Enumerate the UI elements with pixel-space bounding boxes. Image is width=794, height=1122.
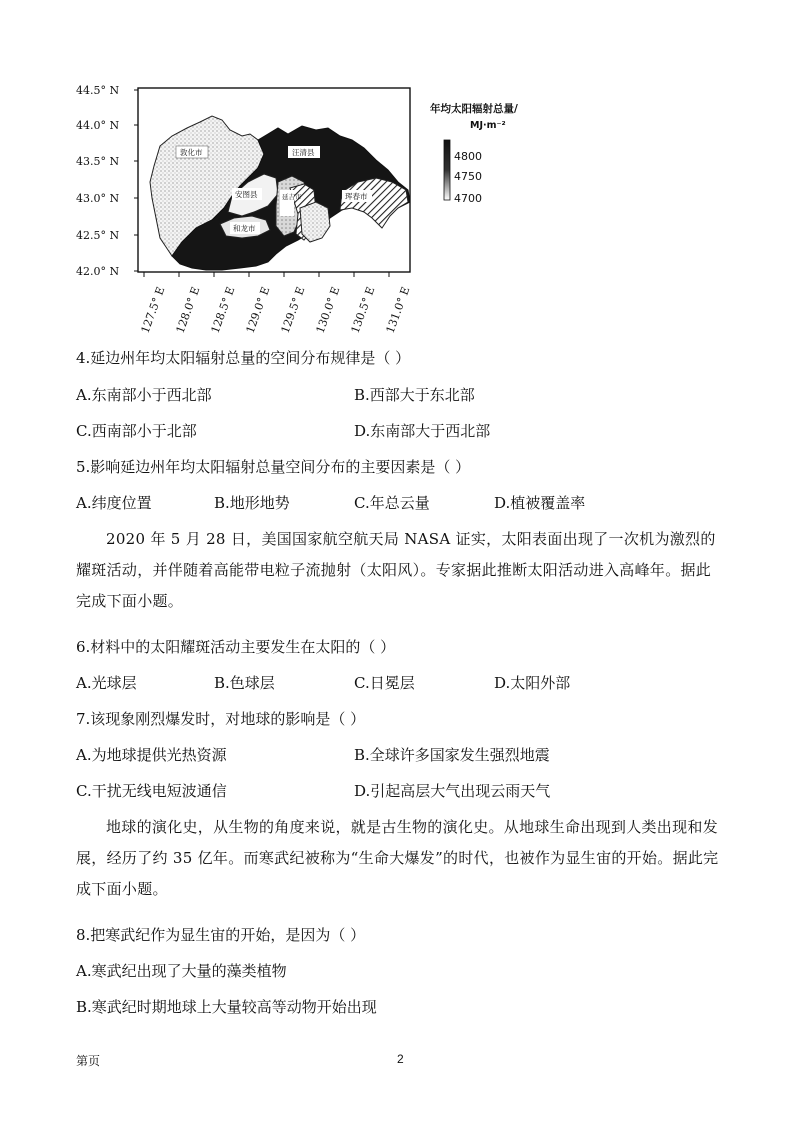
lon-label: 127.5° E — [138, 284, 168, 336]
lat-label: 42.5° N — [76, 229, 120, 242]
q6-option-d[interactable]: D.太阳外部 — [494, 674, 571, 692]
lon-label: 128.0° E — [173, 284, 203, 336]
legend-value: 4700 — [454, 192, 482, 205]
question-8-stem: 8.把寒武纪作为显生宙的开始，是因为（ ） — [76, 926, 366, 944]
label-hunchun: 珲春市 — [345, 192, 368, 201]
q6-option-a[interactable]: A.光球层 — [76, 674, 137, 692]
label-helong: 和龙市 — [233, 224, 256, 233]
passage-solar-flare: 2020 年 5 月 28 日，美国国家航空航天局 NASA 证实，太阳表面出现了一次机为激烈的耀斑活动，并伴随着高能带电粒子流抛射（太阳风）。专家据此推断太阳活动进入高峰年。据此完成下面小题。 — [76, 530, 716, 610]
lat-label: 43.0° N — [76, 192, 120, 205]
q7-option-a[interactable]: A.为地球提供光热资源 — [76, 746, 227, 764]
lat-label: 44.5° N — [76, 84, 120, 97]
q6-option-c[interactable]: C.日冕层 — [354, 674, 415, 692]
passage-earth-evolution: 地球的演化史，从生物的角度来说，就是古生物的演化史。从地球生命出现到人类出现和发展，经历了约 35 亿年。而寒武纪被称为“生命大爆发”的时代，也被作为显生宙的开始。据此完成下面小题。 — [76, 818, 719, 898]
lat-label: 43.5° N — [76, 155, 120, 168]
q7-option-d[interactable]: D.引起高层大气出现云雨天气 — [354, 782, 551, 800]
lon-label: 129.5° E — [278, 284, 308, 336]
legend-value: 4750 — [454, 170, 482, 183]
q7-option-c[interactable]: C.干扰无线电短波通信 — [76, 782, 227, 800]
footer-page-label: 第页 — [76, 1054, 101, 1068]
label-yanji: 延吉市 — [282, 193, 302, 201]
lon-label: 130.0° E — [313, 284, 343, 336]
q5-option-d[interactable]: D.植被覆盖率 — [494, 494, 586, 512]
label-dunhua: 敦化市 — [180, 148, 203, 157]
map-legend — [430, 102, 518, 205]
q4-option-b[interactable]: B.西部大于东北部 — [354, 386, 475, 404]
label-antu: 安图县 — [235, 190, 258, 199]
label-wangqing: 汪清县 — [292, 148, 315, 157]
footer-page-number: 2 — [397, 1052, 404, 1066]
solar-radiation-map — [72, 78, 542, 340]
legend-value: 4800 — [454, 150, 482, 163]
lon-label: 130.5° E — [348, 284, 378, 336]
legend-color-bar — [444, 140, 450, 200]
legend-title: 年均太阳辐射总量/ — [430, 103, 518, 115]
q4-option-c[interactable]: C.西南部小于北部 — [76, 422, 197, 440]
q5-option-a[interactable]: A.纬度位置 — [76, 494, 152, 512]
question-7-stem: 7.该现象刚烈爆发时，对地球的影响是（ ） — [76, 710, 366, 728]
lon-label: 131.0° E — [383, 284, 413, 336]
question-6-stem: 6.材料中的太阳耀斑活动主要发生在太阳的（ ） — [76, 638, 396, 656]
q8-option-b[interactable]: B.寒武纪时期地球上大量较高等动物开始出现 — [76, 998, 377, 1016]
q4-option-d[interactable]: D.东南部大于西北部 — [354, 422, 491, 440]
q6-option-b[interactable]: B.色球层 — [214, 674, 275, 692]
question-4-stem: 4.延边州年均太阳辐射总量的空间分布规律是（ ） — [76, 349, 411, 367]
q4-option-a[interactable]: A.东南部小于西北部 — [76, 386, 212, 404]
lat-label: 42.0° N — [76, 265, 120, 278]
lon-label: 128.5° E — [208, 284, 238, 336]
q5-option-c[interactable]: C.年总云量 — [354, 494, 430, 512]
lon-label: 129.0° E — [243, 284, 273, 336]
lat-label: 44.0° N — [76, 119, 120, 132]
legend-unit: MJ·m⁻² — [470, 120, 506, 131]
q8-option-a[interactable]: A.寒武纪出现了大量的藻类植物 — [76, 962, 287, 980]
question-5-stem: 5.影响延边州年均太阳辐射总量空间分布的主要因素是（ ） — [76, 458, 471, 476]
q5-option-b[interactable]: B.地形地势 — [214, 494, 290, 512]
q7-option-b[interactable]: B.全球许多国家发生强烈地震 — [354, 746, 550, 764]
